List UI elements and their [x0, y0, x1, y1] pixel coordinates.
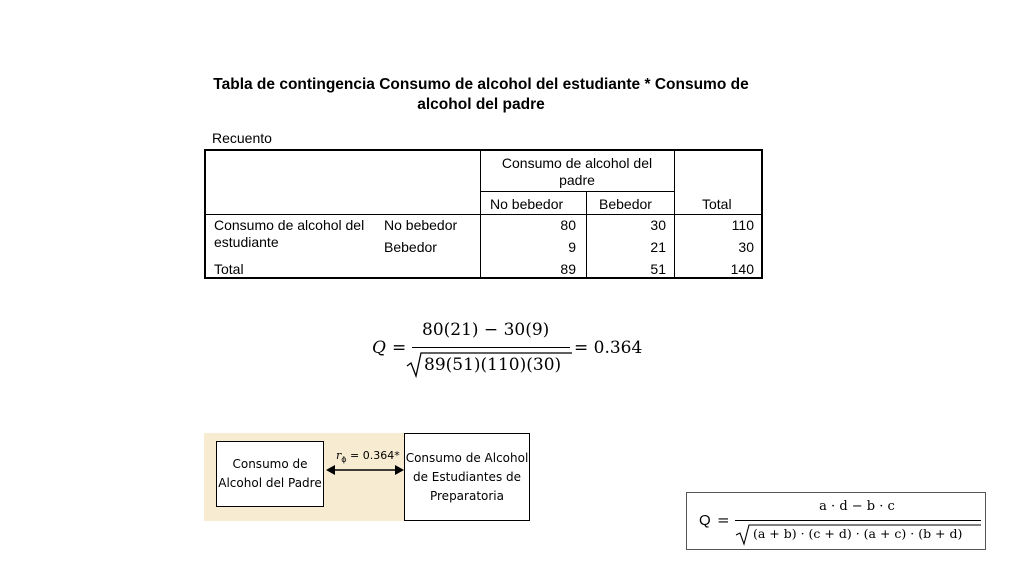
formula-denominator: 89(51)(110)(30) [424, 355, 562, 375]
double-arrow-icon [326, 462, 404, 478]
general-formula-denominator: (a + b) · (c + d) · (a + c) · (b + d) [753, 526, 963, 541]
table-cell: 21 [650, 239, 666, 255]
formula-equals: = [392, 338, 407, 358]
col-header-bebedor: Bebedor [599, 196, 652, 212]
fraction-bar [412, 347, 570, 348]
col-header-no-bebedor: No bebedor [490, 196, 564, 212]
general-q-formula [686, 492, 986, 550]
col-divider-2 [586, 192, 587, 277]
relation-symbol: r [336, 449, 342, 462]
table-subtitle: Recuento [212, 130, 272, 146]
row-label-bebedor: Bebedor [384, 239, 437, 255]
student-consumption-box [404, 433, 530, 521]
row-label-no-bebedor: No bebedor [384, 217, 458, 233]
table-title: Tabla de contingencia Consumo de alcohol del estudiante * Consumo de alcohol del padre [213, 76, 749, 113]
general-formula-lhs: Q [699, 512, 711, 529]
table-cell: 80 [560, 217, 576, 233]
table-cell: 89 [560, 261, 576, 277]
student-consumption-label: Consumo de Alcohol de Estudiantes de Preparatoria [405, 450, 529, 503]
formula-lhs: Q [372, 338, 386, 358]
table-cell: 140 [730, 261, 754, 277]
relation-subscript: ϕ [341, 455, 347, 465]
formula-result: = 0.364 [574, 338, 643, 358]
general-fraction-bar [735, 520, 981, 521]
header-divider-2 [206, 214, 761, 215]
father-consumption-label: Consumo de Alcohol del Padre [218, 457, 322, 490]
col-header-total: Total [702, 196, 732, 212]
col-group-header: Consumo de alcohol del padre [501, 155, 653, 188]
row-group-label: Consumo de alcohol del estudiante [214, 217, 365, 250]
general-formula-numerator: a · d − b · c [819, 499, 895, 514]
q-formula [368, 318, 658, 382]
father-consumption-box [216, 441, 324, 507]
general-formula-equals: = [717, 511, 730, 529]
table-cell: 51 [650, 261, 666, 277]
table-cell: 110 [731, 217, 754, 233]
contingency-table [204, 149, 763, 279]
formula-numerator: 80(21) − 30(9) [422, 320, 550, 340]
row-label-total: Total [214, 261, 244, 277]
table-cell: 30 [738, 239, 754, 255]
header-divider-1 [480, 191, 674, 192]
relation-value: = 0.364* [346, 449, 400, 462]
table-cell: 9 [568, 239, 576, 255]
table-cell: 30 [650, 217, 666, 233]
